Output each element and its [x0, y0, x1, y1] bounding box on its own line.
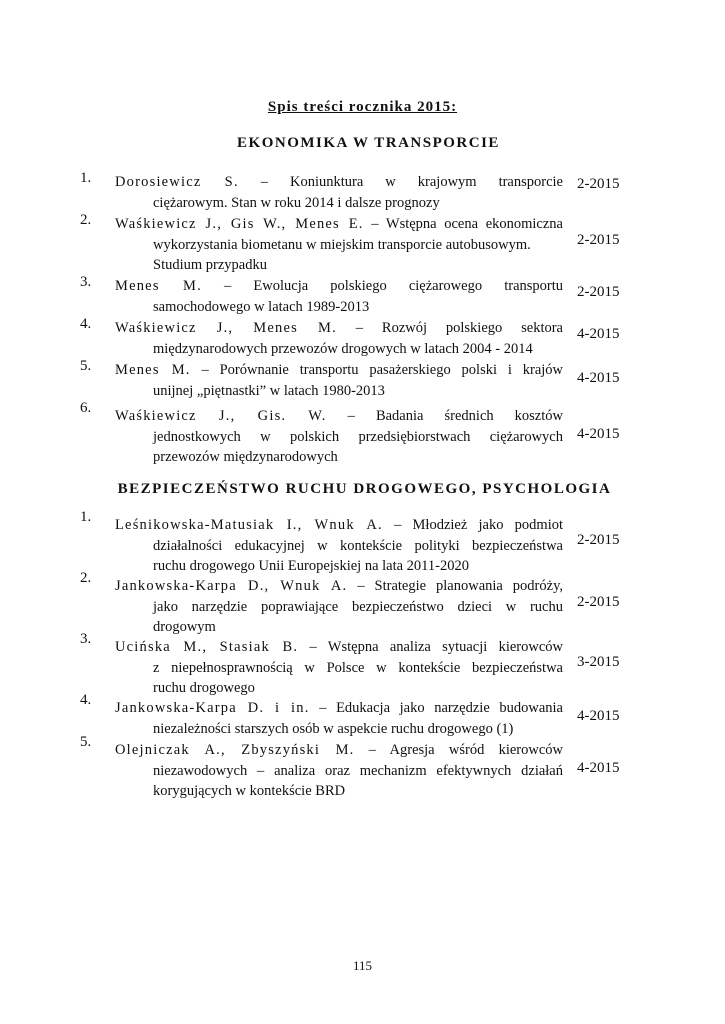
entry-text: [115, 360, 563, 401]
entry-author: Menes M.: [115, 278, 202, 294]
entry-title-start: – Strategie planowania podróży,: [357, 578, 563, 594]
entry-author: Leśnikowska-Matusiak I., Wnuk A.: [115, 517, 383, 533]
entry-number: 4.: [80, 316, 92, 332]
entry-first-line: [115, 515, 563, 536]
entry-title-line: jednostkowych w polskich przedsiębiorstwach ciężarowych: [153, 428, 563, 445]
entry-text: [115, 515, 563, 577]
entry-title-line: samochodowego w latach 1989-2013: [153, 298, 370, 315]
entry-author: Menes M.: [115, 362, 191, 378]
entry-title-line: niezawodowych – analiza oraz mechanizm efektywnych działań: [153, 762, 563, 779]
entry-first-line: [115, 318, 563, 339]
section-heading: EKONOMIKA W TRANSPORCIE: [237, 135, 500, 151]
entry-first-line: [115, 637, 563, 658]
entry-first-line: [115, 698, 563, 719]
entry-title-start: – Koniunktura w krajowym transporcie: [260, 174, 563, 190]
entry-author: Olejniczak A., Zbyszyński M.: [115, 742, 355, 758]
entry-title-line: jako narzędzie poprawiające bezpieczeństwo dzieci w ruchu: [153, 598, 563, 615]
entry-number: 5.: [80, 358, 92, 374]
entry-title-line: ruchu drogowego: [153, 680, 255, 696]
entry-title-line: drogowym: [153, 619, 216, 635]
entry-number: 1.: [80, 509, 92, 525]
entry-first-line: [115, 576, 563, 597]
entry-text: [115, 637, 563, 699]
entry-issue: 2-2015: [577, 176, 620, 192]
entry-title-start: – Ewolucja polskiego ciężarowego transportu: [224, 278, 564, 294]
entry-title-line: niezależności starszych osób w aspekcie ruchu drogowego (1): [153, 720, 514, 737]
entry-author: Jankowska-Karpa D., Wnuk A.: [115, 578, 348, 594]
entry-issue: 4-2015: [577, 370, 620, 386]
entry-text: [115, 214, 563, 276]
entry-author: Waśkiewicz J., Gis W., Menes E.: [115, 216, 364, 232]
page-title: Spis treści rocznika 2015:: [267, 99, 458, 115]
entry-title-start: – Edukacja jako narzędzie budowania: [319, 700, 563, 716]
entry-issue: 2-2015: [577, 532, 620, 548]
entry-author: Jankowska-Karpa D. i in.: [115, 700, 310, 716]
entry-number: 2.: [80, 212, 92, 228]
entry-author: Waśkiewicz J., Menes M.: [115, 320, 337, 336]
entry-author: Dorosiewicz S.: [115, 174, 239, 190]
entry-issue: 2-2015: [577, 284, 620, 300]
entry-title-line: Studium przypadku: [153, 257, 267, 273]
entry-title-line: z niepełnosprawnością w Polsce w kontekście bezpieczeństwa: [153, 659, 563, 676]
entry-first-line: [115, 172, 563, 193]
entry-text: [115, 740, 563, 802]
entry-author: Waśkiewicz J., Gis. W.: [115, 408, 327, 424]
entry-title-line: międzynarodowych przewozów drogowych w latach 2004 - 2014: [153, 340, 533, 357]
entry-issue: 4-2015: [577, 326, 620, 342]
entry-number: 3.: [80, 274, 92, 290]
entry-number: 6.: [80, 400, 92, 416]
entry-title-start: – Młodzież jako podmiot: [394, 517, 563, 533]
entry-text: [115, 276, 563, 317]
entry-title-start: – Wstępna analiza sytuacji kierowców: [309, 639, 563, 655]
entry-title-line: ciężarowym. Stan w roku 2014 i dalsze prognozy: [153, 194, 440, 211]
entry-text: [115, 698, 563, 739]
entry-title-start: – Porównanie transportu pasażerskiego polski i krajów: [201, 362, 564, 378]
entry-number: 4.: [80, 692, 92, 708]
entry-text: [115, 318, 563, 359]
entry-issue: 2-2015: [577, 232, 620, 248]
entry-number: 5.: [80, 734, 92, 750]
entry-title-line: przewozów międzynarodowych: [153, 449, 338, 465]
page-number: 115: [352, 958, 373, 973]
entry-number: 1.: [80, 170, 92, 186]
entry-title-start: – Wstępna ocena ekonomiczna: [371, 216, 563, 232]
entry-first-line: [115, 214, 563, 235]
entry-title-line: korygujących w kontekście BRD: [153, 783, 346, 799]
entry-issue: 2-2015: [577, 594, 620, 610]
entry-number: 3.: [80, 631, 92, 647]
entry-number: 2.: [80, 570, 92, 586]
entry-issue: 4-2015: [577, 708, 620, 724]
entry-first-line: [115, 740, 563, 761]
entry-title-start: – Badania średnich kosztów: [347, 408, 563, 424]
entry-first-line: [115, 276, 563, 297]
entry-issue: 4-2015: [577, 426, 620, 442]
entry-first-line: [115, 360, 563, 381]
entry-first-line: [115, 406, 563, 427]
entry-title-line: unijnej „piętnastki” w latach 1980-2013: [153, 382, 385, 399]
entry-title-start: – Agresja wśród kierowców: [368, 742, 564, 758]
entry-text: [115, 172, 563, 213]
section-heading: BEZPIECZEŃSTWO RUCHU DROGOWEGO, PSYCHOLOGIA: [117, 481, 612, 497]
entry-text: [115, 406, 563, 468]
entry-text: [115, 576, 563, 638]
entry-title-line: ruchu drogowego Unii Europejskiej na lata 2011-2020: [153, 558, 469, 574]
entry-title-line: wykorzystania biometanu w miejskim transporcie autobusowym.: [153, 236, 531, 253]
entry-author: Ucińska M., Stasiak B.: [115, 639, 299, 655]
entry-issue: 4-2015: [577, 760, 620, 776]
entry-title-line: działalności edukacyjnej w kontekście polityki bezpieczeństwa: [153, 537, 563, 554]
entry-issue: 3-2015: [577, 654, 620, 670]
entry-title-start: – Rozwój polskiego sektora: [355, 320, 563, 336]
